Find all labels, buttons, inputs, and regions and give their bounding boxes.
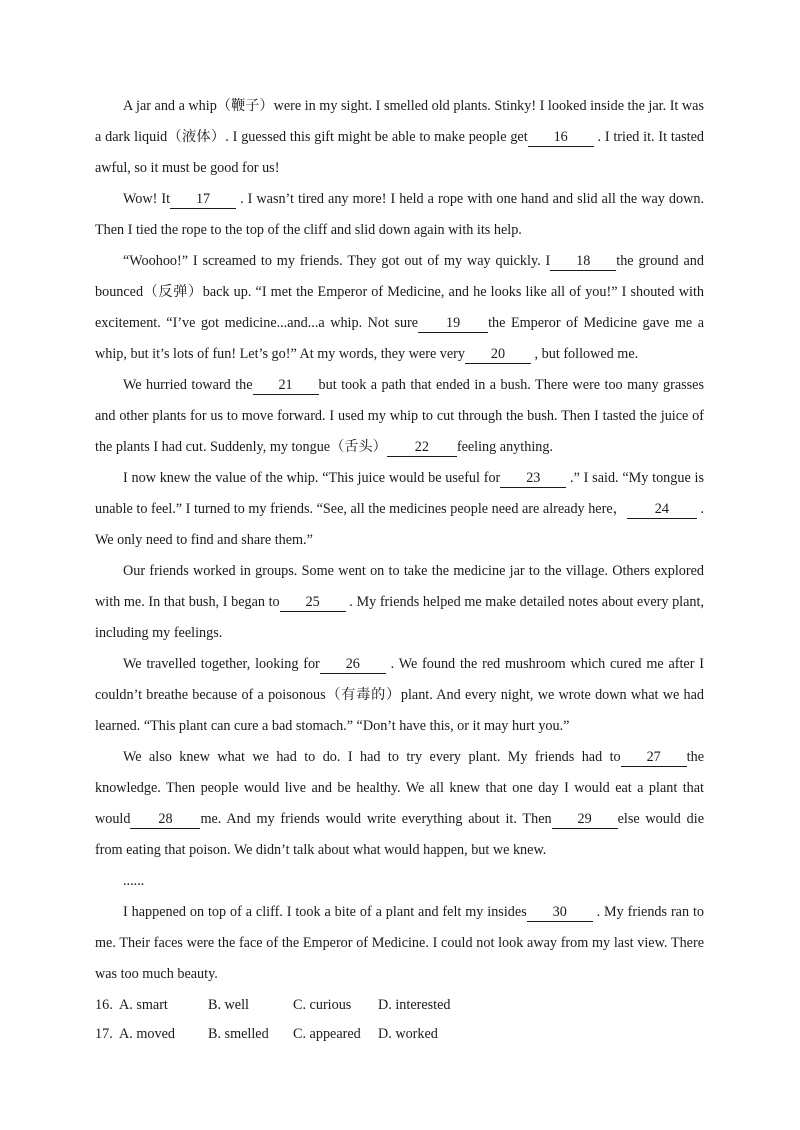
option-d: D. worked [378,1026,438,1042]
options-list [95,991,704,1049]
answer-blank[interactable]: 23 [500,470,566,488]
paragraph-text: but took a path that ended in a bush. There were too many grasses and other plants for us to move forward. I used my whip to cut through the bush. Then I tasted the juice of the plants I had cut. Suddenly, my tongue（舌头） [95,377,704,455]
option-row-17 [95,1020,704,1049]
answer-blank[interactable]: 29 [552,811,618,829]
answer-blank[interactable]: 17 [170,191,236,209]
answer-blank[interactable]: 26 [320,656,386,674]
paragraph-text: feeling anything. [456,439,553,455]
paragraph [95,742,704,866]
paragraph-text: . We only need to find and share them.” [95,501,704,548]
option-row-16 [95,991,704,1020]
paragraph-text: else would die from eating that poison. We didn’t talk about what would happen, but we knew. [95,811,704,858]
ellipsis: ...... [123,873,145,889]
paragraph [95,370,704,463]
paragraph-text: I happened on top of a cliff. I took a bite of a plant and felt my insides [123,904,527,920]
option-c: C. curious [293,997,352,1013]
paragraph-text: Our friends worked in groups. Some went on to take the medicine jar to the village. Others explored with me. In that bush, I began to [95,563,704,610]
paragraph [95,556,704,649]
paragraph [95,184,704,246]
paragraph-text: the ground and bounced（反弹）back up. “I met the Emperor of Medicine, and he looks like all of you!” I shouted with excitement. “I’ve got medicine...and...a whip. Not sure [95,253,704,331]
paragraph-text: . We found the red mushroom which cured me after I couldn’t breathe because of a poisonous（有毒的）plant. And every night, we wrote down what we had learned. “This plant can cure a bad stomach.” “Don’t have this, or it may hurt you.” [95,656,704,734]
passage [95,91,704,1049]
paragraph-text: the Emperor of Medicine gave me a whip, but it’s lots of fun! Let’s go!” At my words, they were very [95,315,705,362]
option-c: C. appeared [293,1026,361,1042]
paragraph-text: . My friends helped me make detailed notes about every plant, including my feelings. [95,594,704,641]
answer-blank[interactable]: 18 [550,253,616,271]
paragraph-text: .” I said. “My tongue is unable to feel.” I turned to my friends. “See, all the medicines people need are already here， [95,470,704,517]
answer-blank[interactable]: 24 [627,501,697,519]
paragraph-text: “Woohoo!” I screamed to my friends. They got out of my way quickly. I [123,253,551,269]
question-number: 17. [95,1026,113,1042]
paragraph-text: , but followed me. [531,346,639,362]
paragraph [95,649,704,742]
answer-blank[interactable]: 28 [130,811,200,829]
paragraph-text: I now knew the value of the whip. “This juice would be useful for [123,470,501,486]
option-b: B. smelled [208,1026,269,1042]
answer-blank[interactable]: 16 [528,129,594,147]
paragraph-text: We travelled together, looking for [123,656,320,672]
paragraph-list [95,91,704,866]
answer-blank[interactable]: 21 [253,377,319,395]
option-a: A. smart [119,997,168,1013]
paragraph-text: A jar and a whip（鞭子）were in my sight. I smelled old plants. Stinky! I looked inside the jar. It was a dark liquid（液体）. I guessed this gift might be able to make people get [95,98,704,145]
answer-blank[interactable]: 30 [527,904,593,922]
paragraph-text: the knowledge. Then people would live and be healthy. We all knew that one day I would eat a plant that would [95,749,704,827]
paragraph-text: Wow! It [123,191,171,207]
answer-blank[interactable]: 20 [465,346,531,364]
option-b: B. well [208,997,249,1013]
question-number: 16. [95,997,113,1013]
answer-blank[interactable]: 25 [280,594,346,612]
option-d: D. interested [378,997,451,1013]
paragraph-text: . I tried it. It tasted awful, so it must be good for us! [95,129,704,176]
paragraph [95,463,704,556]
paragraph [95,897,704,990]
paragraph-text: We hurried toward the [123,377,253,393]
paragraph-text: me. And my friends would write everything about it. Then [200,811,552,827]
option-a: A. moved [119,1026,175,1042]
paragraph [95,246,704,370]
answer-blank[interactable]: 22 [387,439,457,457]
paragraph-text: We also knew what we had to do. I had to try every plant. My friends had to [123,749,621,765]
paragraph [95,91,704,184]
paragraph-text: . My friends ran to me. Their faces were the face of the Emperor of Medicine. I could not look away from my last view. There was too much beauty. [95,904,704,982]
answer-blank[interactable]: 19 [418,315,488,333]
paragraph-text: . I wasn’t tired any more! I held a rope with one hand and slid all the way down. Then I tied the rope to the top of the cliff and slid down again with its help. [95,191,705,238]
answer-blank[interactable]: 27 [621,749,687,767]
last-paragraph-container [95,897,704,990]
